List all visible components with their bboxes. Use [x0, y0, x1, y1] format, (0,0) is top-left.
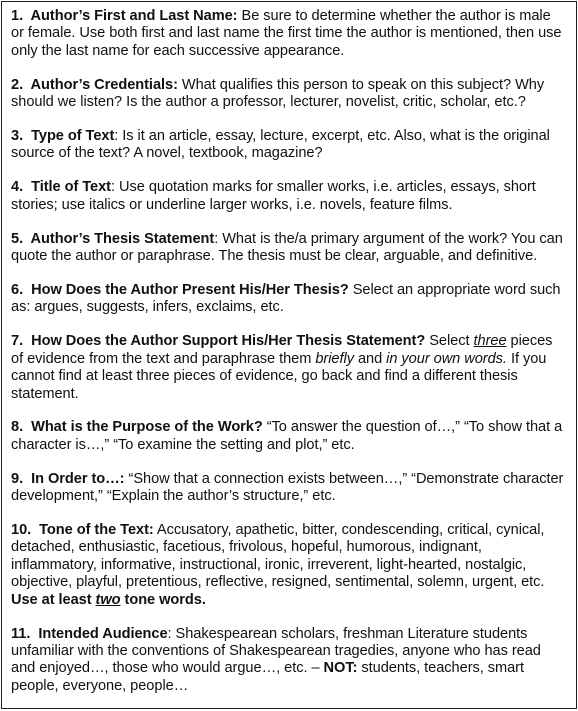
- item-body: What qualifies this person to speak on this subject? Why should we listen? Is the author a professor, lecturer, novelist, critic, scholar, etc.?: [11, 76, 545, 111]
- emphasis-not: NOT:: [323, 660, 358, 677]
- item-body: If you cannot find at least three pieces of evidence, go back and find a different thesis statement.: [11, 350, 547, 402]
- item-heading: 4. Title of Text: [11, 179, 111, 196]
- item-heading: 8. What is the Purpose of the Work?: [11, 419, 263, 436]
- item-audience: [11, 626, 566, 696]
- item-heading: 2. Author’s Credentials:: [11, 76, 178, 93]
- emphasis-three: three: [473, 333, 507, 350]
- item-body: pieces of evidence from the text and paraphrase them: [11, 333, 553, 367]
- item-body: : Use quotation marks for smaller works, i.e. articles, essays, short stories; use italics or underline larger works, i.e. novels, feature films.: [11, 179, 536, 213]
- item-title-of-text: [11, 179, 566, 214]
- item-heading: 5. Author’s Thesis Statement: [11, 230, 215, 247]
- item-heading: 3. Type of Text: [11, 128, 115, 145]
- item-present-thesis: [11, 282, 566, 317]
- item-body: “To answer the question of…,” “To show that a character is…,” “To examine the setting and plot,” etc.: [11, 419, 563, 453]
- item-body: “Show that a connection exists between…,” “Demonstrate character development,” “Explain the author’s structure,” etc.: [11, 470, 564, 505]
- item-author-name: [11, 8, 566, 60]
- emphasis-briefly: briefly: [315, 350, 354, 367]
- item-heading: 7. How Does the Author Support His/Her Thesis Statement?: [11, 333, 426, 350]
- item-thesis-statement: [11, 231, 566, 266]
- item-author-credentials: [11, 77, 566, 112]
- item-support-thesis: [11, 333, 566, 403]
- item-body: Be sure to determine whether the author is male or female. Use both first and last name the first time the author is mentioned, then use only the last name for each successive appearance.: [11, 8, 562, 59]
- tone-instruction: Use at least two tone words.: [11, 591, 206, 608]
- item-body: : Shakespearean scholars, freshman Literature students unfamiliar with the conventions of Shakespearean tragedies, anyone who has read and enjoyed…, those who would argue…, etc. –: [11, 625, 541, 677]
- item-purpose: [11, 419, 566, 454]
- item-body: Select: [425, 333, 474, 350]
- item-heading: 11. Intended Audience: [11, 625, 168, 642]
- item-body: : What is the/a primary argument of the work? You can quote the author or paraphrase. The thesis must be clear, arguable, and definitive.: [11, 230, 563, 265]
- item-in-order-to: [11, 471, 566, 506]
- item-body: students, teachers, smart people, everyone, people…: [11, 660, 524, 694]
- emphasis-own-words: in your own words.: [386, 350, 507, 367]
- item-body: Select an appropriate word such as: argues, suggests, infers, exclaims, etc.: [11, 281, 561, 316]
- item-type-of-text: [11, 128, 566, 163]
- item-heading: 6. How Does the Author Present His/Her Thesis?: [11, 281, 349, 298]
- item-heading: 10. Tone of the Text:: [11, 522, 154, 539]
- item-body: : Is it an article, essay, lecture, excerpt, etc. Also, what is the original source of the text? A novel, textbook, magazine?: [11, 128, 550, 162]
- item-body: Accusatory, apathetic, bitter, condescending, critical, cynical, detached, enthusiastic, facetious, frivolous, hopeful, humorous, indignant, inflammatory, informative, instructional, ironic, irreverent, light-hearted, nostalgic, objective, playful, pretentious, reflective, resigned, sentimental, solemn, urgent, etc.: [11, 522, 545, 591]
- item-tone: [11, 522, 566, 609]
- document-page: [1, 1, 577, 709]
- emphasis-two: two: [95, 591, 121, 608]
- item-body: and: [353, 350, 387, 367]
- item-heading: 9. In Order to…:: [11, 470, 125, 487]
- item-heading: 1. Author’s First and Last Name:: [11, 8, 238, 24]
